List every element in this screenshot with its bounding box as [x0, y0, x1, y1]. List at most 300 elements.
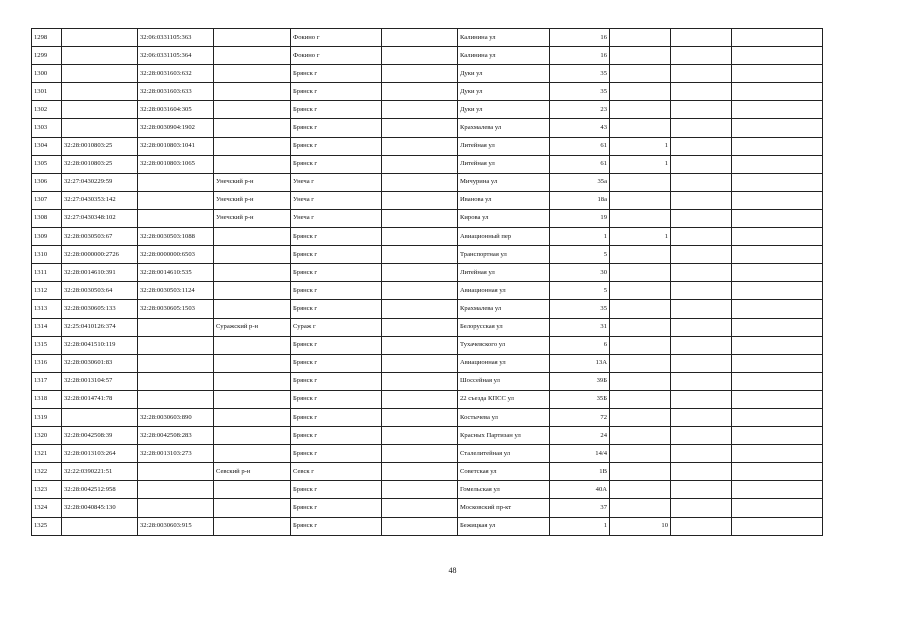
- cell-building-number: [610, 390, 671, 408]
- cell-street: Красных Партизан ул: [458, 427, 550, 445]
- cell-land-cadastral-number: [62, 83, 138, 101]
- cell-row-number: 1312: [32, 282, 62, 300]
- table-row: [32, 481, 823, 499]
- cell-house-number: 35: [550, 300, 610, 318]
- table-row: [32, 445, 823, 463]
- cell-city: Унеча г: [291, 173, 382, 191]
- cell-district: [214, 408, 291, 426]
- cell-house-number: 5: [550, 246, 610, 264]
- cell-row-number: 1303: [32, 119, 62, 137]
- cell-building-number: [610, 354, 671, 372]
- cell-flat-number: [671, 191, 732, 209]
- cell-building-number: [610, 191, 671, 209]
- cell-flat-number: [671, 517, 732, 535]
- cell-house-number: 1В: [550, 463, 610, 481]
- cell-flat-number: [671, 29, 732, 47]
- cell-settlement: [382, 499, 458, 517]
- cell-settlement: [382, 408, 458, 426]
- cell-settlement: [382, 29, 458, 47]
- cell-land-cadastral-number: [62, 119, 138, 137]
- cell-building-cadastral-number: 32:06:0331105:364: [138, 47, 214, 65]
- cell-building-cadastral-number: 32:28:0031603:632: [138, 65, 214, 83]
- cell-row-number: 1306: [32, 173, 62, 191]
- cell-city: Брянск г: [291, 499, 382, 517]
- cell-settlement: [382, 47, 458, 65]
- cell-district: Унечский р-н: [214, 191, 291, 209]
- cell-house-number: 61: [550, 137, 610, 155]
- cell-flat-number: [671, 119, 732, 137]
- cell-house-number: 31: [550, 318, 610, 336]
- cell-building-number: [610, 29, 671, 47]
- cell-note: [732, 445, 823, 463]
- cell-settlement: [382, 390, 458, 408]
- cell-street: Иванова ул: [458, 191, 550, 209]
- cell-district: [214, 83, 291, 101]
- cell-street: Калинина ул: [458, 47, 550, 65]
- cell-city: Сураж г: [291, 318, 382, 336]
- cell-city: Брянск г: [291, 390, 382, 408]
- cell-building-cadastral-number: 32:28:0030603:890: [138, 408, 214, 426]
- cell-row-number: 1316: [32, 354, 62, 372]
- cell-street: Бежицкая ул: [458, 517, 550, 535]
- cell-settlement: [382, 336, 458, 354]
- cell-note: [732, 481, 823, 499]
- cell-street: Дуки ул: [458, 101, 550, 119]
- cell-building-cadastral-number: [138, 390, 214, 408]
- cell-house-number: 1: [550, 517, 610, 535]
- cell-land-cadastral-number: 32:28:0030601:83: [62, 354, 138, 372]
- cell-building-cadastral-number: [138, 463, 214, 481]
- cell-street: Белорусская ул: [458, 318, 550, 336]
- cell-house-number: 61: [550, 155, 610, 173]
- cell-settlement: [382, 354, 458, 372]
- cell-street: Кирова ул: [458, 209, 550, 227]
- cell-building-number: [610, 173, 671, 191]
- cell-city: Фокино г: [291, 47, 382, 65]
- cell-building-cadastral-number: 32:28:0013103:273: [138, 445, 214, 463]
- cell-settlement: [382, 318, 458, 336]
- cell-note: [732, 83, 823, 101]
- cell-street: Мичурина ул: [458, 173, 550, 191]
- cell-settlement: [382, 209, 458, 227]
- cell-house-number: 14/4: [550, 445, 610, 463]
- cell-district: [214, 264, 291, 282]
- table-row: [32, 209, 823, 227]
- cell-building-cadastral-number: [138, 481, 214, 499]
- cell-city: Брянск г: [291, 155, 382, 173]
- cell-city: Брянск г: [291, 372, 382, 390]
- cell-row-number: 1314: [32, 318, 62, 336]
- cell-flat-number: [671, 408, 732, 426]
- cell-city: Брянск г: [291, 481, 382, 499]
- cell-city: Брянск г: [291, 264, 382, 282]
- cell-street: Транспортная ул: [458, 246, 550, 264]
- cell-settlement: [382, 517, 458, 535]
- cell-note: [732, 65, 823, 83]
- cell-street: Авиационная ул: [458, 354, 550, 372]
- cell-city: Брянск г: [291, 336, 382, 354]
- cell-row-number: 1305: [32, 155, 62, 173]
- cell-flat-number: [671, 354, 732, 372]
- cell-row-number: 1307: [32, 191, 62, 209]
- cell-district: [214, 228, 291, 246]
- cell-house-number: 19: [550, 209, 610, 227]
- cell-house-number: 35: [550, 83, 610, 101]
- cell-flat-number: [671, 264, 732, 282]
- cell-house-number: 18а: [550, 191, 610, 209]
- cell-flat-number: [671, 463, 732, 481]
- cell-row-number: 1299: [32, 47, 62, 65]
- cell-building-cadastral-number: 32:28:0000000:6503: [138, 246, 214, 264]
- cell-city: Брянск г: [291, 517, 382, 535]
- cell-street: Литейная ул: [458, 137, 550, 155]
- table-row: [32, 390, 823, 408]
- cell-row-number: 1323: [32, 481, 62, 499]
- cell-district: [214, 282, 291, 300]
- cell-district: [214, 101, 291, 119]
- cell-building-number: [610, 336, 671, 354]
- cell-building-cadastral-number: [138, 191, 214, 209]
- cell-building-cadastral-number: 32:28:0030603:915: [138, 517, 214, 535]
- cell-land-cadastral-number: 32:28:0040845:130: [62, 499, 138, 517]
- table-row: [32, 427, 823, 445]
- cell-settlement: [382, 101, 458, 119]
- cell-note: [732, 499, 823, 517]
- table-row: [32, 499, 823, 517]
- cell-land-cadastral-number: 32:28:0013103:264: [62, 445, 138, 463]
- table-row: [32, 282, 823, 300]
- table-row: [32, 29, 823, 47]
- cell-note: [732, 463, 823, 481]
- cell-district: [214, 119, 291, 137]
- table-row: [32, 65, 823, 83]
- cell-land-cadastral-number: [62, 408, 138, 426]
- cell-flat-number: [671, 499, 732, 517]
- cell-building-cadastral-number: 32:28:0010803:1065: [138, 155, 214, 173]
- table-row: [32, 246, 823, 264]
- cell-land-cadastral-number: [62, 47, 138, 65]
- cell-row-number: 1304: [32, 137, 62, 155]
- cell-city: Фокино г: [291, 29, 382, 47]
- cell-row-number: 1321: [32, 445, 62, 463]
- cell-note: [732, 300, 823, 318]
- cell-note: [732, 155, 823, 173]
- cell-building-cadastral-number: [138, 173, 214, 191]
- cell-house-number: 35: [550, 65, 610, 83]
- table-row: [32, 372, 823, 390]
- cell-land-cadastral-number: 32:28:0013104:57: [62, 372, 138, 390]
- cell-land-cadastral-number: 32:28:0042508:39: [62, 427, 138, 445]
- cell-flat-number: [671, 336, 732, 354]
- cell-building-cadastral-number: 32:28:0030503:1124: [138, 282, 214, 300]
- cell-land-cadastral-number: [62, 101, 138, 119]
- cell-building-number: [610, 246, 671, 264]
- cell-building-cadastral-number: 32:28:0030904:1902: [138, 119, 214, 137]
- cell-settlement: [382, 137, 458, 155]
- cell-district: [214, 445, 291, 463]
- cell-row-number: 1309: [32, 228, 62, 246]
- cell-city: Брянск г: [291, 300, 382, 318]
- cell-land-cadastral-number: 32:28:0030605:133: [62, 300, 138, 318]
- cell-building-number: 1: [610, 137, 671, 155]
- table-row: [32, 137, 823, 155]
- cell-land-cadastral-number: 32:27:0430348:102: [62, 209, 138, 227]
- cell-flat-number: [671, 47, 732, 65]
- cell-district: [214, 481, 291, 499]
- cell-building-cadastral-number: 32:28:0031604:305: [138, 101, 214, 119]
- cell-flat-number: [671, 228, 732, 246]
- cell-building-cadastral-number: [138, 499, 214, 517]
- cell-building-cadastral-number: [138, 354, 214, 372]
- table-row: [32, 318, 823, 336]
- cell-building-number: [610, 445, 671, 463]
- cell-district: [214, 354, 291, 372]
- cell-district: Унечский р-н: [214, 209, 291, 227]
- cell-note: [732, 336, 823, 354]
- table-row: [32, 155, 823, 173]
- cell-district: [214, 499, 291, 517]
- cell-settlement: [382, 427, 458, 445]
- cell-settlement: [382, 463, 458, 481]
- cell-building-number: [610, 209, 671, 227]
- table-row: [32, 83, 823, 101]
- cell-flat-number: [671, 390, 732, 408]
- cell-settlement: [382, 173, 458, 191]
- cell-note: [732, 354, 823, 372]
- cell-street: Гомельская ул: [458, 481, 550, 499]
- cell-building-number: [610, 481, 671, 499]
- cell-land-cadastral-number: 32:28:0041510:119: [62, 336, 138, 354]
- cell-building-number: [610, 47, 671, 65]
- table-row: [32, 336, 823, 354]
- table-row: [32, 354, 823, 372]
- table-row: [32, 228, 823, 246]
- cell-city: Брянск г: [291, 354, 382, 372]
- table-row: [32, 264, 823, 282]
- cell-settlement: [382, 372, 458, 390]
- cell-street: Московский пр-кт: [458, 499, 550, 517]
- cell-district: [214, 336, 291, 354]
- cell-city: Унеча г: [291, 209, 382, 227]
- cell-note: [732, 173, 823, 191]
- table-row: [32, 101, 823, 119]
- cell-house-number: 13А: [550, 354, 610, 372]
- cell-building-number: 1: [610, 155, 671, 173]
- cell-note: [732, 427, 823, 445]
- cell-land-cadastral-number: 32:27:0430353:142: [62, 191, 138, 209]
- cell-flat-number: [671, 209, 732, 227]
- cell-building-cadastral-number: 32:28:0042508:283: [138, 427, 214, 445]
- cell-street: Костычева ул: [458, 408, 550, 426]
- cell-street: Сталелитейная ул: [458, 445, 550, 463]
- cell-district: [214, 372, 291, 390]
- cell-house-number: 24: [550, 427, 610, 445]
- cell-city: Брянск г: [291, 137, 382, 155]
- cell-city: Брянск г: [291, 427, 382, 445]
- cell-row-number: 1322: [32, 463, 62, 481]
- cell-street: Крахмалева ул: [458, 300, 550, 318]
- cell-house-number: 23: [550, 101, 610, 119]
- cell-building-number: [610, 372, 671, 390]
- table-row: [32, 119, 823, 137]
- cell-district: Суражский р-н: [214, 318, 291, 336]
- cell-row-number: 1310: [32, 246, 62, 264]
- cell-street: Литейная ул: [458, 155, 550, 173]
- cell-building-number: [610, 119, 671, 137]
- cell-building-number: 10: [610, 517, 671, 535]
- registry-table: [31, 28, 823, 536]
- cell-building-cadastral-number: 32:28:0014610:535: [138, 264, 214, 282]
- cell-settlement: [382, 228, 458, 246]
- cell-row-number: 1325: [32, 517, 62, 535]
- cell-settlement: [382, 119, 458, 137]
- cell-land-cadastral-number: 32:28:0000000:2726: [62, 246, 138, 264]
- cell-row-number: 1317: [32, 372, 62, 390]
- cell-settlement: [382, 155, 458, 173]
- cell-district: [214, 300, 291, 318]
- cell-note: [732, 29, 823, 47]
- cell-building-number: [610, 83, 671, 101]
- cell-building-number: [610, 499, 671, 517]
- cell-row-number: 1319: [32, 408, 62, 426]
- cell-row-number: 1311: [32, 264, 62, 282]
- cell-flat-number: [671, 83, 732, 101]
- cell-street: Советская ул: [458, 463, 550, 481]
- cell-building-number: [610, 408, 671, 426]
- page-number: 48: [448, 566, 457, 575]
- table-row: [32, 517, 823, 535]
- table-row: [32, 408, 823, 426]
- cell-land-cadastral-number: 32:28:0030503:64: [62, 282, 138, 300]
- data-table-container: [31, 28, 823, 536]
- cell-flat-number: [671, 445, 732, 463]
- cell-row-number: 1324: [32, 499, 62, 517]
- cell-building-number: [610, 101, 671, 119]
- cell-row-number: 1320: [32, 427, 62, 445]
- cell-city: Брянск г: [291, 101, 382, 119]
- cell-street: Шоссейная ул: [458, 372, 550, 390]
- cell-building-number: [610, 463, 671, 481]
- cell-note: [732, 119, 823, 137]
- cell-note: [732, 137, 823, 155]
- cell-settlement: [382, 300, 458, 318]
- cell-land-cadastral-number: [62, 29, 138, 47]
- cell-district: [214, 65, 291, 83]
- cell-note: [732, 318, 823, 336]
- table-row: [32, 173, 823, 191]
- cell-land-cadastral-number: 32:28:0030503:67: [62, 228, 138, 246]
- cell-settlement: [382, 246, 458, 264]
- cell-street: Тухачевского ул: [458, 336, 550, 354]
- cell-city: Брянск г: [291, 445, 382, 463]
- cell-building-number: [610, 264, 671, 282]
- cell-row-number: 1315: [32, 336, 62, 354]
- cell-row-number: 1302: [32, 101, 62, 119]
- cell-district: Севский р-н: [214, 463, 291, 481]
- cell-building-number: [610, 65, 671, 83]
- cell-note: [732, 101, 823, 119]
- cell-house-number: 37: [550, 499, 610, 517]
- cell-land-cadastral-number: 32:22:0390221:51: [62, 463, 138, 481]
- cell-settlement: [382, 481, 458, 499]
- cell-district: [214, 427, 291, 445]
- table-row: [32, 47, 823, 65]
- cell-street: Калинина ул: [458, 29, 550, 47]
- cell-note: [732, 282, 823, 300]
- cell-street: Литейная ул: [458, 264, 550, 282]
- cell-district: [214, 29, 291, 47]
- cell-settlement: [382, 445, 458, 463]
- cell-flat-number: [671, 427, 732, 445]
- cell-building-cadastral-number: 32:28:0010803:1041: [138, 137, 214, 155]
- cell-house-number: 40А: [550, 481, 610, 499]
- cell-street: 22 съезда КПСС ул: [458, 390, 550, 408]
- cell-building-cadastral-number: 32:28:0030605:1503: [138, 300, 214, 318]
- cell-land-cadastral-number: 32:25:0410126:374: [62, 318, 138, 336]
- cell-land-cadastral-number: 32:28:0010803:25: [62, 155, 138, 173]
- cell-building-cadastral-number: 32:28:0030503:1088: [138, 228, 214, 246]
- cell-flat-number: [671, 173, 732, 191]
- cell-settlement: [382, 282, 458, 300]
- cell-note: [732, 390, 823, 408]
- cell-row-number: 1308: [32, 209, 62, 227]
- cell-row-number: 1313: [32, 300, 62, 318]
- cell-district: [214, 137, 291, 155]
- cell-note: [732, 47, 823, 65]
- cell-land-cadastral-number: 32:28:0014610:391: [62, 264, 138, 282]
- cell-flat-number: [671, 155, 732, 173]
- cell-house-number: 16: [550, 47, 610, 65]
- cell-settlement: [382, 65, 458, 83]
- cell-city: Унеча г: [291, 191, 382, 209]
- cell-house-number: 39Б: [550, 372, 610, 390]
- cell-building-cadastral-number: [138, 372, 214, 390]
- table-row: [32, 191, 823, 209]
- cell-city: Брянск г: [291, 83, 382, 101]
- cell-land-cadastral-number: 32:28:0010803:25: [62, 137, 138, 155]
- cell-building-cadastral-number: 32:28:0031603:633: [138, 83, 214, 101]
- table-body: [32, 29, 823, 536]
- cell-house-number: 5: [550, 282, 610, 300]
- cell-district: [214, 155, 291, 173]
- cell-building-number: [610, 282, 671, 300]
- cell-row-number: 1300: [32, 65, 62, 83]
- cell-note: [732, 408, 823, 426]
- cell-house-number: 35Б: [550, 390, 610, 408]
- cell-note: [732, 209, 823, 227]
- cell-street: Дуки ул: [458, 83, 550, 101]
- cell-district: [214, 517, 291, 535]
- cell-flat-number: [671, 246, 732, 264]
- cell-house-number: 30: [550, 264, 610, 282]
- cell-street: Дуки ул: [458, 65, 550, 83]
- cell-building-cadastral-number: [138, 336, 214, 354]
- cell-settlement: [382, 264, 458, 282]
- cell-building-cadastral-number: 32:06:0331105:363: [138, 29, 214, 47]
- cell-note: [732, 246, 823, 264]
- cell-note: [732, 372, 823, 390]
- cell-flat-number: [671, 101, 732, 119]
- cell-flat-number: [671, 282, 732, 300]
- cell-house-number: 43: [550, 119, 610, 137]
- cell-house-number: 35а: [550, 173, 610, 191]
- table-row: [32, 463, 823, 481]
- cell-land-cadastral-number: [62, 65, 138, 83]
- cell-land-cadastral-number: [62, 517, 138, 535]
- cell-building-number: [610, 427, 671, 445]
- cell-house-number: 72: [550, 408, 610, 426]
- cell-flat-number: [671, 65, 732, 83]
